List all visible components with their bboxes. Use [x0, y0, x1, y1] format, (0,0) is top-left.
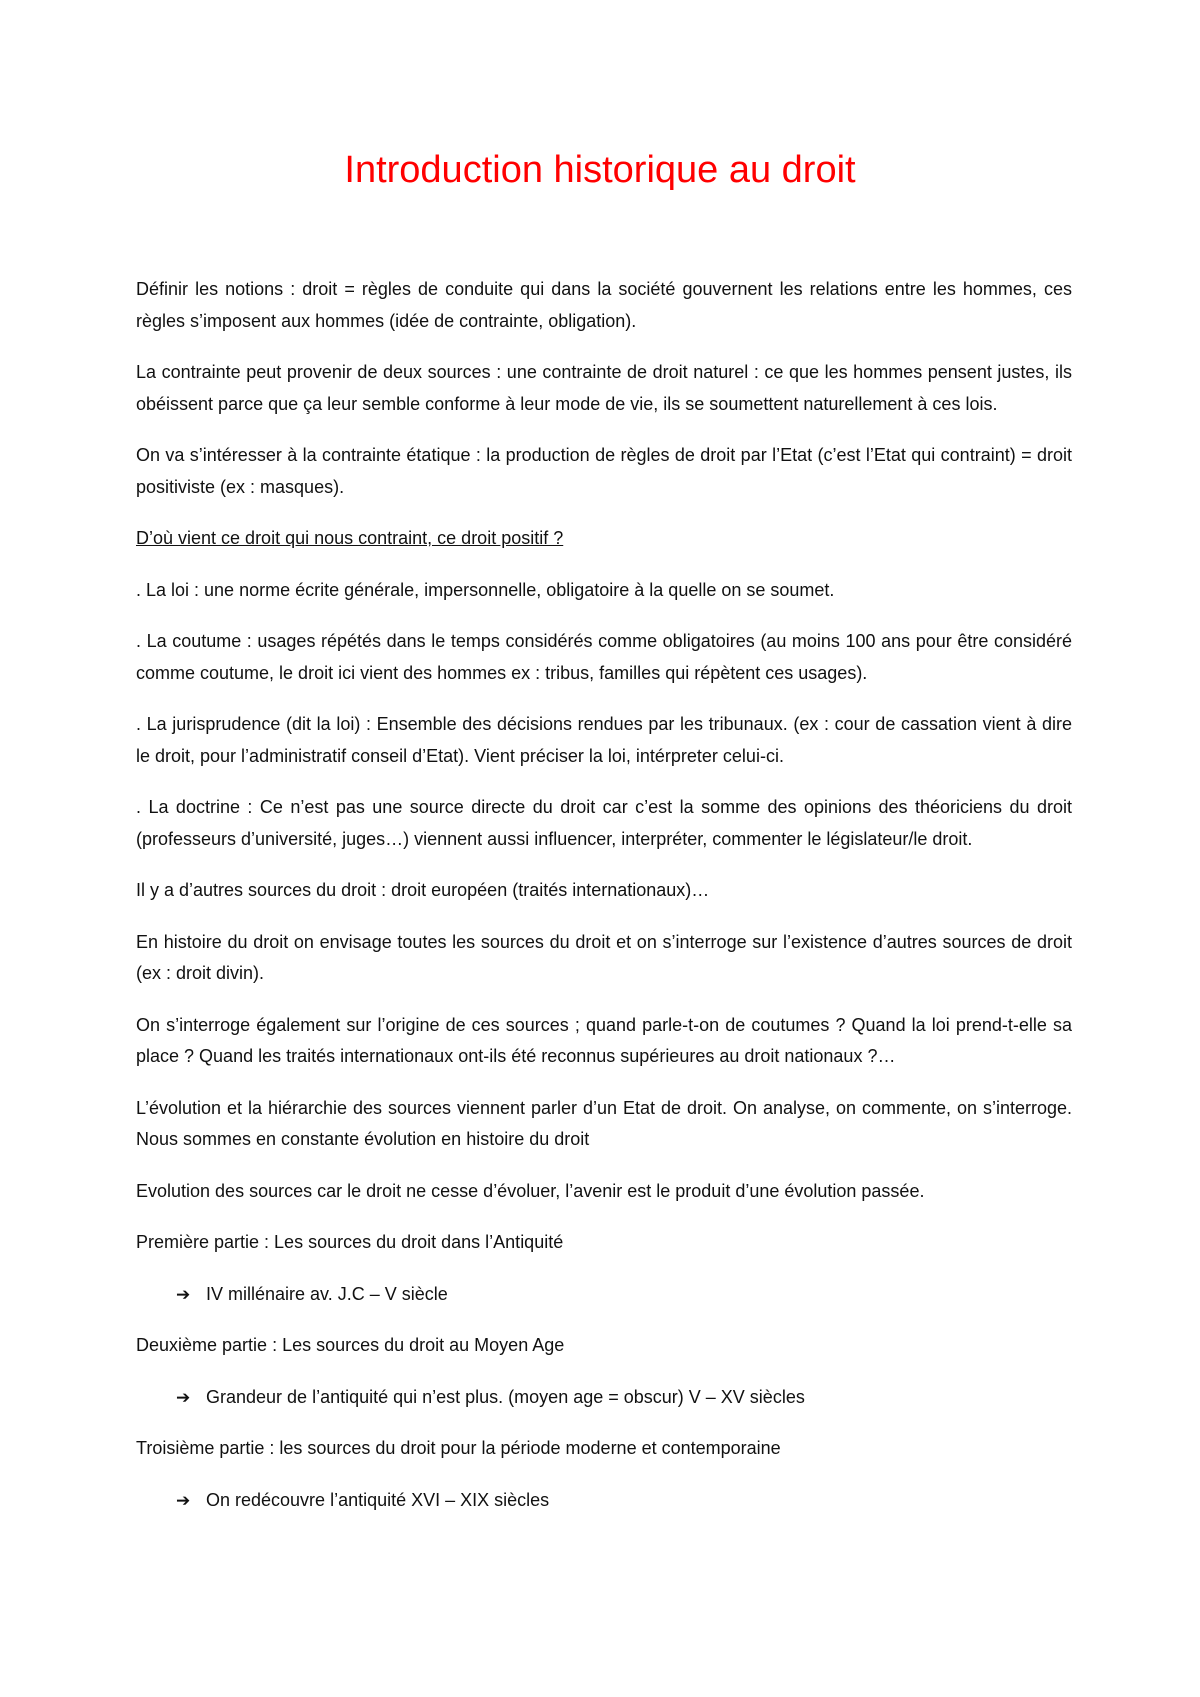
part-2-bullet [136, 1382, 1072, 1414]
part-2-bullet-text: Grandeur de l’antiquité qui n’est plus. (moyen age = obscur) V – XV siècles [206, 1386, 805, 1407]
paragraph-evolution-sources: Evolution des sources car le droit ne cesse d’évoluer, l’avenir est le produit d’une évolution passée. [136, 1180, 925, 1201]
document-title: Introduction historique au droit [344, 149, 856, 191]
part-1-heading: Première partie : Les sources du droit dans l’Antiquité [136, 1232, 564, 1252]
question-heading-text: D’où vient ce droit qui nous contraint, ce droit positif ? [136, 528, 564, 548]
arrow-right-icon: ➔ [176, 1284, 191, 1304]
question-heading [136, 523, 1072, 555]
source-jurisprudence: . La jurisprudence (dit la loi) : Ensemble des décisions rendues par les tribunaux. (ex : cour de cassation vient à dire le droit, pour l’administratif conseil d’Etat). Vient préciser la loi, intérpreter celui-ci. [136, 714, 1072, 766]
arrow-right-icon: ➔ [176, 1490, 191, 1510]
part-1-bullet-text: IV millénaire av. J.C – V siècle [206, 1283, 448, 1304]
paragraph-definition: Définir les notions : droit = règles de conduite qui dans la société gouvernent les relations entre les hommes, ces règles s’imposent aux hommes (idée de contrainte, obligation). [136, 279, 1072, 331]
part-3-bullet-text: On redécouvre l’antiquité XVI – XIX siècles [206, 1489, 550, 1510]
source-loi: . La loi : une norme écrite générale, impersonnelle, obligatoire à la quelle on se soumet. [136, 579, 835, 600]
paragraph-origine: On s’interroge également sur l’origine de ces sources ; quand parle-t-on de coutumes ? Quand la loi prend-t-elle sa place ? Quand les traités internationaux ont-ils été reconnus supérieures au droit nationaux ?… [136, 1014, 1072, 1066]
part-1-bullet [136, 1279, 1072, 1311]
part-3-bullet [136, 1485, 1072, 1517]
paragraph-evolution-hierarchie: L’évolution et la hiérarchie des sources viennent parler d’un Etat de droit. On analyse, on commente, on s’interroge. Nous sommes en constante évolution en histoire du droit [136, 1097, 1072, 1149]
paragraph-histoire-droit: En histoire du droit on envisage toutes les sources du droit et on s’interroge sur l’existence d’autres sources de droit (ex : droit divin). [136, 931, 1072, 983]
paragraph-contrainte: La contrainte peut provenir de deux sources : une contrainte de droit naturel : ce que les hommes pensent justes, ils obéissent parce que ça leur semble conforme à leur mode de vie, ils se soumettent naturellement à ces lois. [136, 362, 1072, 414]
paragraph-etatique: On va s’intéresser à la contrainte étatique : la production de règles de droit par l’Etat (c’est l’Etat qui contraint) = droit positiviste (ex : masques). [136, 445, 1072, 497]
source-doctrine: . La doctrine : Ce n’est pas une source directe du droit car c’est la somme des opinions des théoriciens du droit (professeurs d’université, juges…) viennent aussi influencer, interpréter, commenter le législateur/le droit. [136, 797, 1072, 849]
arrow-right-icon: ➔ [176, 1387, 191, 1407]
source-coutume: . La coutume : usages répétés dans le temps considérés comme obligatoires (au moins 100 ans pour être considéré comme coutume, le droit ici vient des hommes ex : tribus, familles qui répètent ces usages). [136, 631, 1072, 683]
part-2-heading: Deuxième partie : Les sources du droit au Moyen Age [136, 1335, 565, 1355]
document-body [136, 274, 1072, 1536]
part-3-heading: Troisième partie : les sources du droit pour la période moderne et contemporaine [136, 1438, 781, 1458]
paragraph-autres-sources: Il y a d’autres sources du droit : droit européen (traités internationaux)… [136, 880, 710, 900]
